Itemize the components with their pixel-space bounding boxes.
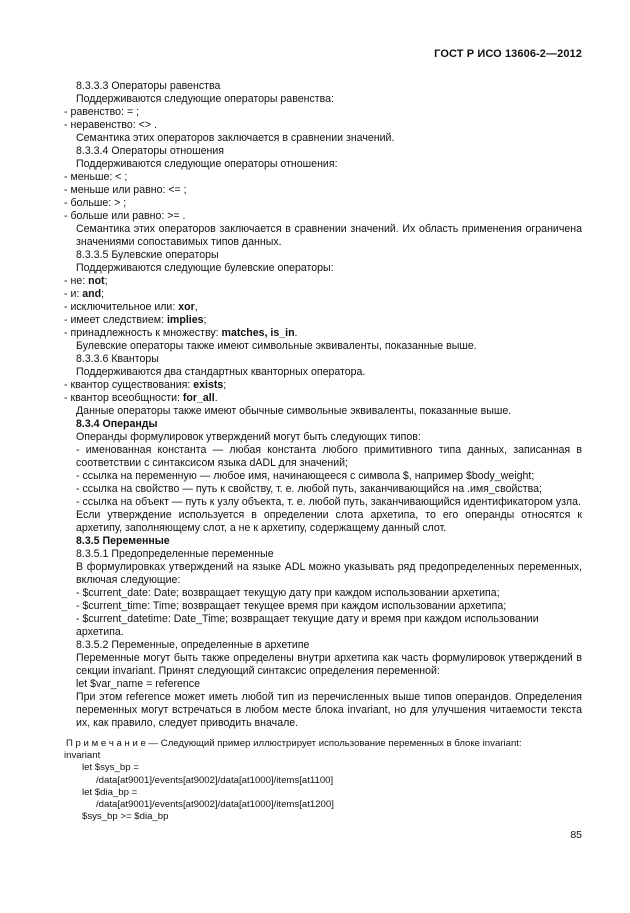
line-text: 8.3.3.4 Операторы отношения	[76, 145, 224, 157]
standard-header: ГОСТ Р ИСО 13606-2—2012	[434, 48, 582, 60]
text-line	[62, 132, 582, 145]
line-text: - имеет следствием:	[64, 314, 167, 326]
text-line	[62, 301, 582, 314]
text-line	[62, 535, 582, 548]
code-line: /data[at9001]/events[at9002]/data[at1000]/items[at1100]	[96, 774, 334, 786]
text-line	[62, 691, 582, 730]
line-text: - меньше: < ;	[64, 171, 128, 183]
text-line	[62, 392, 582, 405]
bold-term: and	[82, 288, 102, 300]
note-text: — Следующий пример иллюстрирует использование переменных в блоке invariant:	[145, 738, 522, 749]
text-line	[62, 418, 582, 431]
line-text: - квантор существования:	[64, 379, 194, 391]
bold-term: exists	[193, 379, 224, 391]
text-line	[62, 288, 582, 301]
text-line	[62, 210, 582, 223]
page-number: 85	[570, 829, 582, 841]
text-line	[62, 262, 582, 275]
note-label: П р и м е ч а н и е	[66, 738, 146, 749]
line-text: - не:	[64, 275, 89, 287]
text-line	[62, 249, 582, 262]
bold-term: 8.3.4 Операнды	[76, 418, 158, 430]
line-text: - ссылка на свойство — путь к свойству, т. е. любой путь, заканчивающийся на .имя_свойства;	[76, 483, 542, 495]
line-text: - исключительное или:	[64, 301, 179, 313]
line-text: Переменные могут быть также определены внутри архетипа как часть формулировок утверждений в секции invariant. Принят следующий синтаксис определения переменной:	[76, 652, 582, 677]
text-line	[62, 548, 582, 561]
text-line	[62, 483, 582, 496]
text-line	[62, 613, 582, 639]
text-line	[62, 197, 582, 210]
text-line	[62, 314, 582, 327]
text-line	[62, 223, 582, 249]
bold-term: implies	[166, 314, 204, 326]
text-line	[62, 119, 582, 132]
code-line: let $sys_bp =	[82, 762, 139, 774]
text-line	[62, 678, 582, 691]
text-line	[62, 93, 582, 106]
line-text: - $current_datetime: Date_Time; возвращает текущие дату и время при каждом использовании архетипа.	[76, 613, 539, 638]
line-suffix: ;	[101, 288, 105, 300]
line-suffix: ;	[223, 379, 227, 391]
bold-term: xor	[178, 301, 195, 313]
text-line	[62, 158, 582, 171]
line-text: Операнды формулировок утверждений могут быть следующих типов:	[76, 431, 421, 443]
line-text: В формулировках утверждений на языке ADL можно указывать ряд предопределенных переменных, включая следующие:	[76, 561, 582, 586]
text-line	[62, 275, 582, 288]
line-text: - $current_date: Date; возвращает текущую дату при каждом использовании архетипа;	[76, 587, 500, 599]
text-line	[62, 353, 582, 366]
line-text: - больше: > ;	[64, 197, 127, 209]
note-block	[62, 738, 582, 823]
line-text: Семантика этих операторов заключается в сравнении значений. Их область применения ограничена значениями сопоставимых типов данных.	[76, 223, 582, 248]
text-line	[62, 145, 582, 158]
bold-term: for_all	[182, 392, 215, 404]
text-line	[62, 509, 582, 535]
line-suffix: .	[214, 392, 218, 404]
code-line: $sys_bp >= $dia_bp	[82, 811, 169, 823]
line-text: - принадлежность к множеству:	[64, 327, 222, 339]
line-text: 8.3.3.6 Кванторы	[76, 353, 159, 365]
page-body	[62, 80, 582, 823]
text-line	[62, 600, 582, 613]
text-line	[62, 80, 582, 93]
note-intro	[62, 738, 582, 750]
line-text: Поддерживаются два стандартных кванторных оператора.	[76, 366, 366, 378]
line-text: 8.3.3.3 Операторы равенства	[76, 80, 221, 92]
text-line	[62, 652, 582, 678]
text-line	[62, 340, 582, 353]
line-suffix: .	[294, 327, 298, 339]
line-text: Данные операторы также имеют обычные символьные эквиваленты, показанные выше.	[76, 405, 512, 417]
line-text: Поддерживаются следующие операторы равенства:	[76, 93, 334, 105]
text-line	[62, 496, 582, 509]
line-text: Поддерживаются следующие операторы отношения:	[76, 158, 338, 170]
text-line	[62, 106, 582, 119]
text-line	[62, 184, 582, 197]
line-text: 8.3.3.5 Булевские операторы	[76, 249, 219, 261]
line-text: - квантор всеобщности:	[64, 392, 183, 404]
line-suffix: ;	[104, 275, 108, 287]
code-line: invariant	[64, 750, 101, 762]
text-line	[62, 171, 582, 184]
line-text: Поддерживаются следующие булевские операторы:	[76, 262, 334, 274]
line-suffix: ,	[194, 301, 198, 313]
text-line	[62, 587, 582, 600]
code-line: let $dia_bp =	[82, 786, 138, 798]
line-text: При этом reference может иметь любой тип из перечисленных выше типов операндов. Определения переменных могут встречаться в любом месте блока invariant, но для улучшения читаемости текста их, как правило, следует приводить вначале.	[76, 691, 582, 729]
code-line: /data[at9001]/events[at9002]/data[at1000]/items[at1200]	[96, 799, 334, 811]
line-text: - равенство: = ;	[64, 106, 140, 118]
text-line	[62, 405, 582, 418]
line-text: Булевские операторы также имеют символьные эквиваленты, показанные выше.	[76, 340, 477, 352]
text-line	[62, 327, 582, 340]
text-line	[62, 431, 582, 444]
line-text: Если утверждение используется в определении слота архетипа, то его операнды относятся к архетипу, заполняющему слот, а не к архетипу, содержащему данный слот.	[76, 509, 582, 534]
line-text: - ссылка на объект — путь к узлу объекта, т. е. любой путь, заканчивающийся идентификатором узла.	[76, 496, 581, 508]
text-line	[62, 561, 582, 587]
line-text: - ссылка на переменную — любое имя, начинающееся с символа $, например $body_weight;	[76, 470, 535, 482]
line-text: - меньше или равно: <= ;	[64, 184, 187, 196]
line-text: - неравенство: <> .	[64, 119, 157, 131]
bold-term: 8.3.5 Переменные	[76, 535, 170, 547]
line-text: - и:	[64, 288, 83, 300]
line-text: let $var_name = reference	[76, 678, 200, 690]
line-text: - больше или равно: >= .	[64, 210, 186, 222]
line-text: 8.3.5.1 Предопределенные переменные	[76, 548, 274, 560]
text-line	[62, 639, 582, 652]
text-line	[62, 379, 582, 392]
line-text: - $current_time: Time; возвращает текущее время при каждом использовании архетипа;	[76, 600, 507, 612]
text-line	[62, 366, 582, 379]
text-line	[62, 444, 582, 470]
bold-term: matches, is_in	[221, 327, 295, 339]
line-text: - именованная константа — любая константа любого примитивного типа данных, записанная в соответствии с синтаксисом языка dADL для значений;	[76, 444, 582, 469]
code-example	[62, 750, 582, 823]
line-suffix: ;	[203, 314, 207, 326]
line-text: Семантика этих операторов заключается в сравнении значений.	[76, 132, 395, 144]
text-line	[62, 470, 582, 483]
text-lines	[62, 80, 582, 730]
bold-term: not	[88, 275, 105, 287]
line-text: 8.3.5.2 Переменные, определенные в архетипе	[76, 639, 310, 651]
